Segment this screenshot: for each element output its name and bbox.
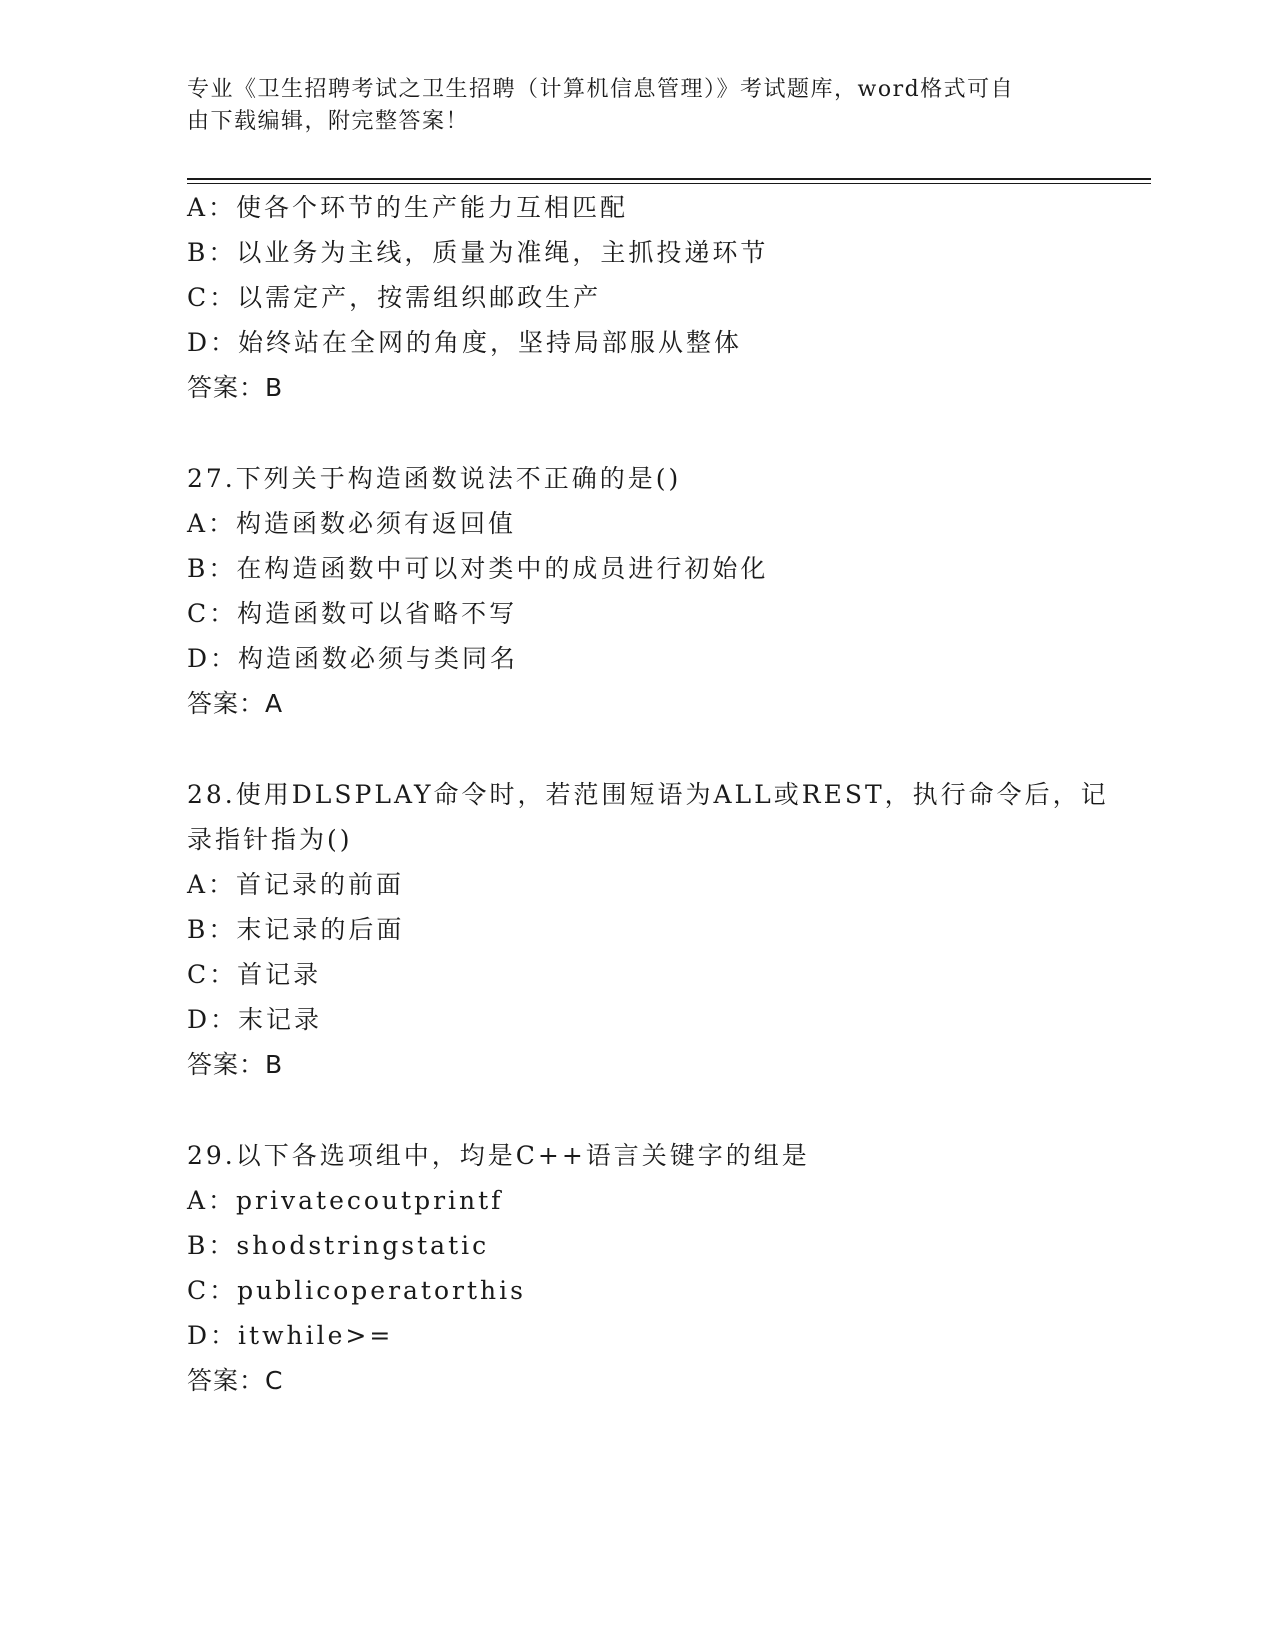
q29-answer: 答案：C — [187, 1366, 284, 1395]
q29-stem: 29.以下各选项组中，均是C++语言关键字的组是 — [187, 1141, 810, 1170]
document-header — [187, 74, 1067, 138]
q28-stem-line-1: 28.使用DLSPLAY命令时，若范围短语为ALL或REST，执行命令后，记 — [187, 780, 1109, 809]
q29-option-b: B：shodstringstatic — [187, 1231, 490, 1260]
q26-option-c: C：以需定产，按需组织邮政生产 — [187, 283, 602, 312]
q26-option-a: A：使各个环节的生产能力互相匹配 — [187, 193, 629, 222]
q27-option-d: D：构造函数必须与类同名 — [187, 644, 519, 673]
header-divider-thick — [187, 178, 1151, 180]
q26-option-d: D：始终站在全网的角度，坚持局部服从整体 — [187, 328, 743, 357]
q28-option-b: B：末记录的后面 — [187, 915, 405, 944]
q27-option-a: A：构造函数必须有返回值 — [187, 509, 517, 538]
q28-option-c: C：首记录 — [187, 960, 322, 989]
q28-stem-line-2: 录指针指为() — [187, 825, 353, 854]
header-line-2: 由下载编辑，附完整答案！ — [187, 109, 470, 134]
q27-option-c: C：构造函数可以省略不写 — [187, 599, 518, 628]
q29-option-c: C：publicoperatorthis — [187, 1276, 526, 1305]
q28-option-a: A：首记录的前面 — [187, 870, 405, 899]
q28-answer: 答案：B — [187, 1050, 284, 1079]
q29-option-a: A：privatecoutprintf — [187, 1186, 504, 1215]
q27-stem: 27.下列关于构造函数说法不正确的是() — [187, 464, 682, 493]
q27-option-b: B：在构造函数中可以对类中的成员进行初始化 — [187, 554, 769, 583]
q27-answer: 答案：A — [187, 689, 284, 718]
header-line-1: 专业《卫生招聘考试之卫生招聘（计算机信息管理）》考试题库，word格式可自 — [187, 77, 1015, 102]
q26-option-b: B：以业务为主线，质量为准绳，主抓投递环节 — [187, 238, 769, 267]
q28-option-d: D：末记录 — [187, 1005, 323, 1034]
q29-option-d: D：itwhile>= — [187, 1321, 394, 1350]
header-divider-thin — [187, 183, 1151, 184]
q26-answer: 答案：B — [187, 373, 284, 402]
